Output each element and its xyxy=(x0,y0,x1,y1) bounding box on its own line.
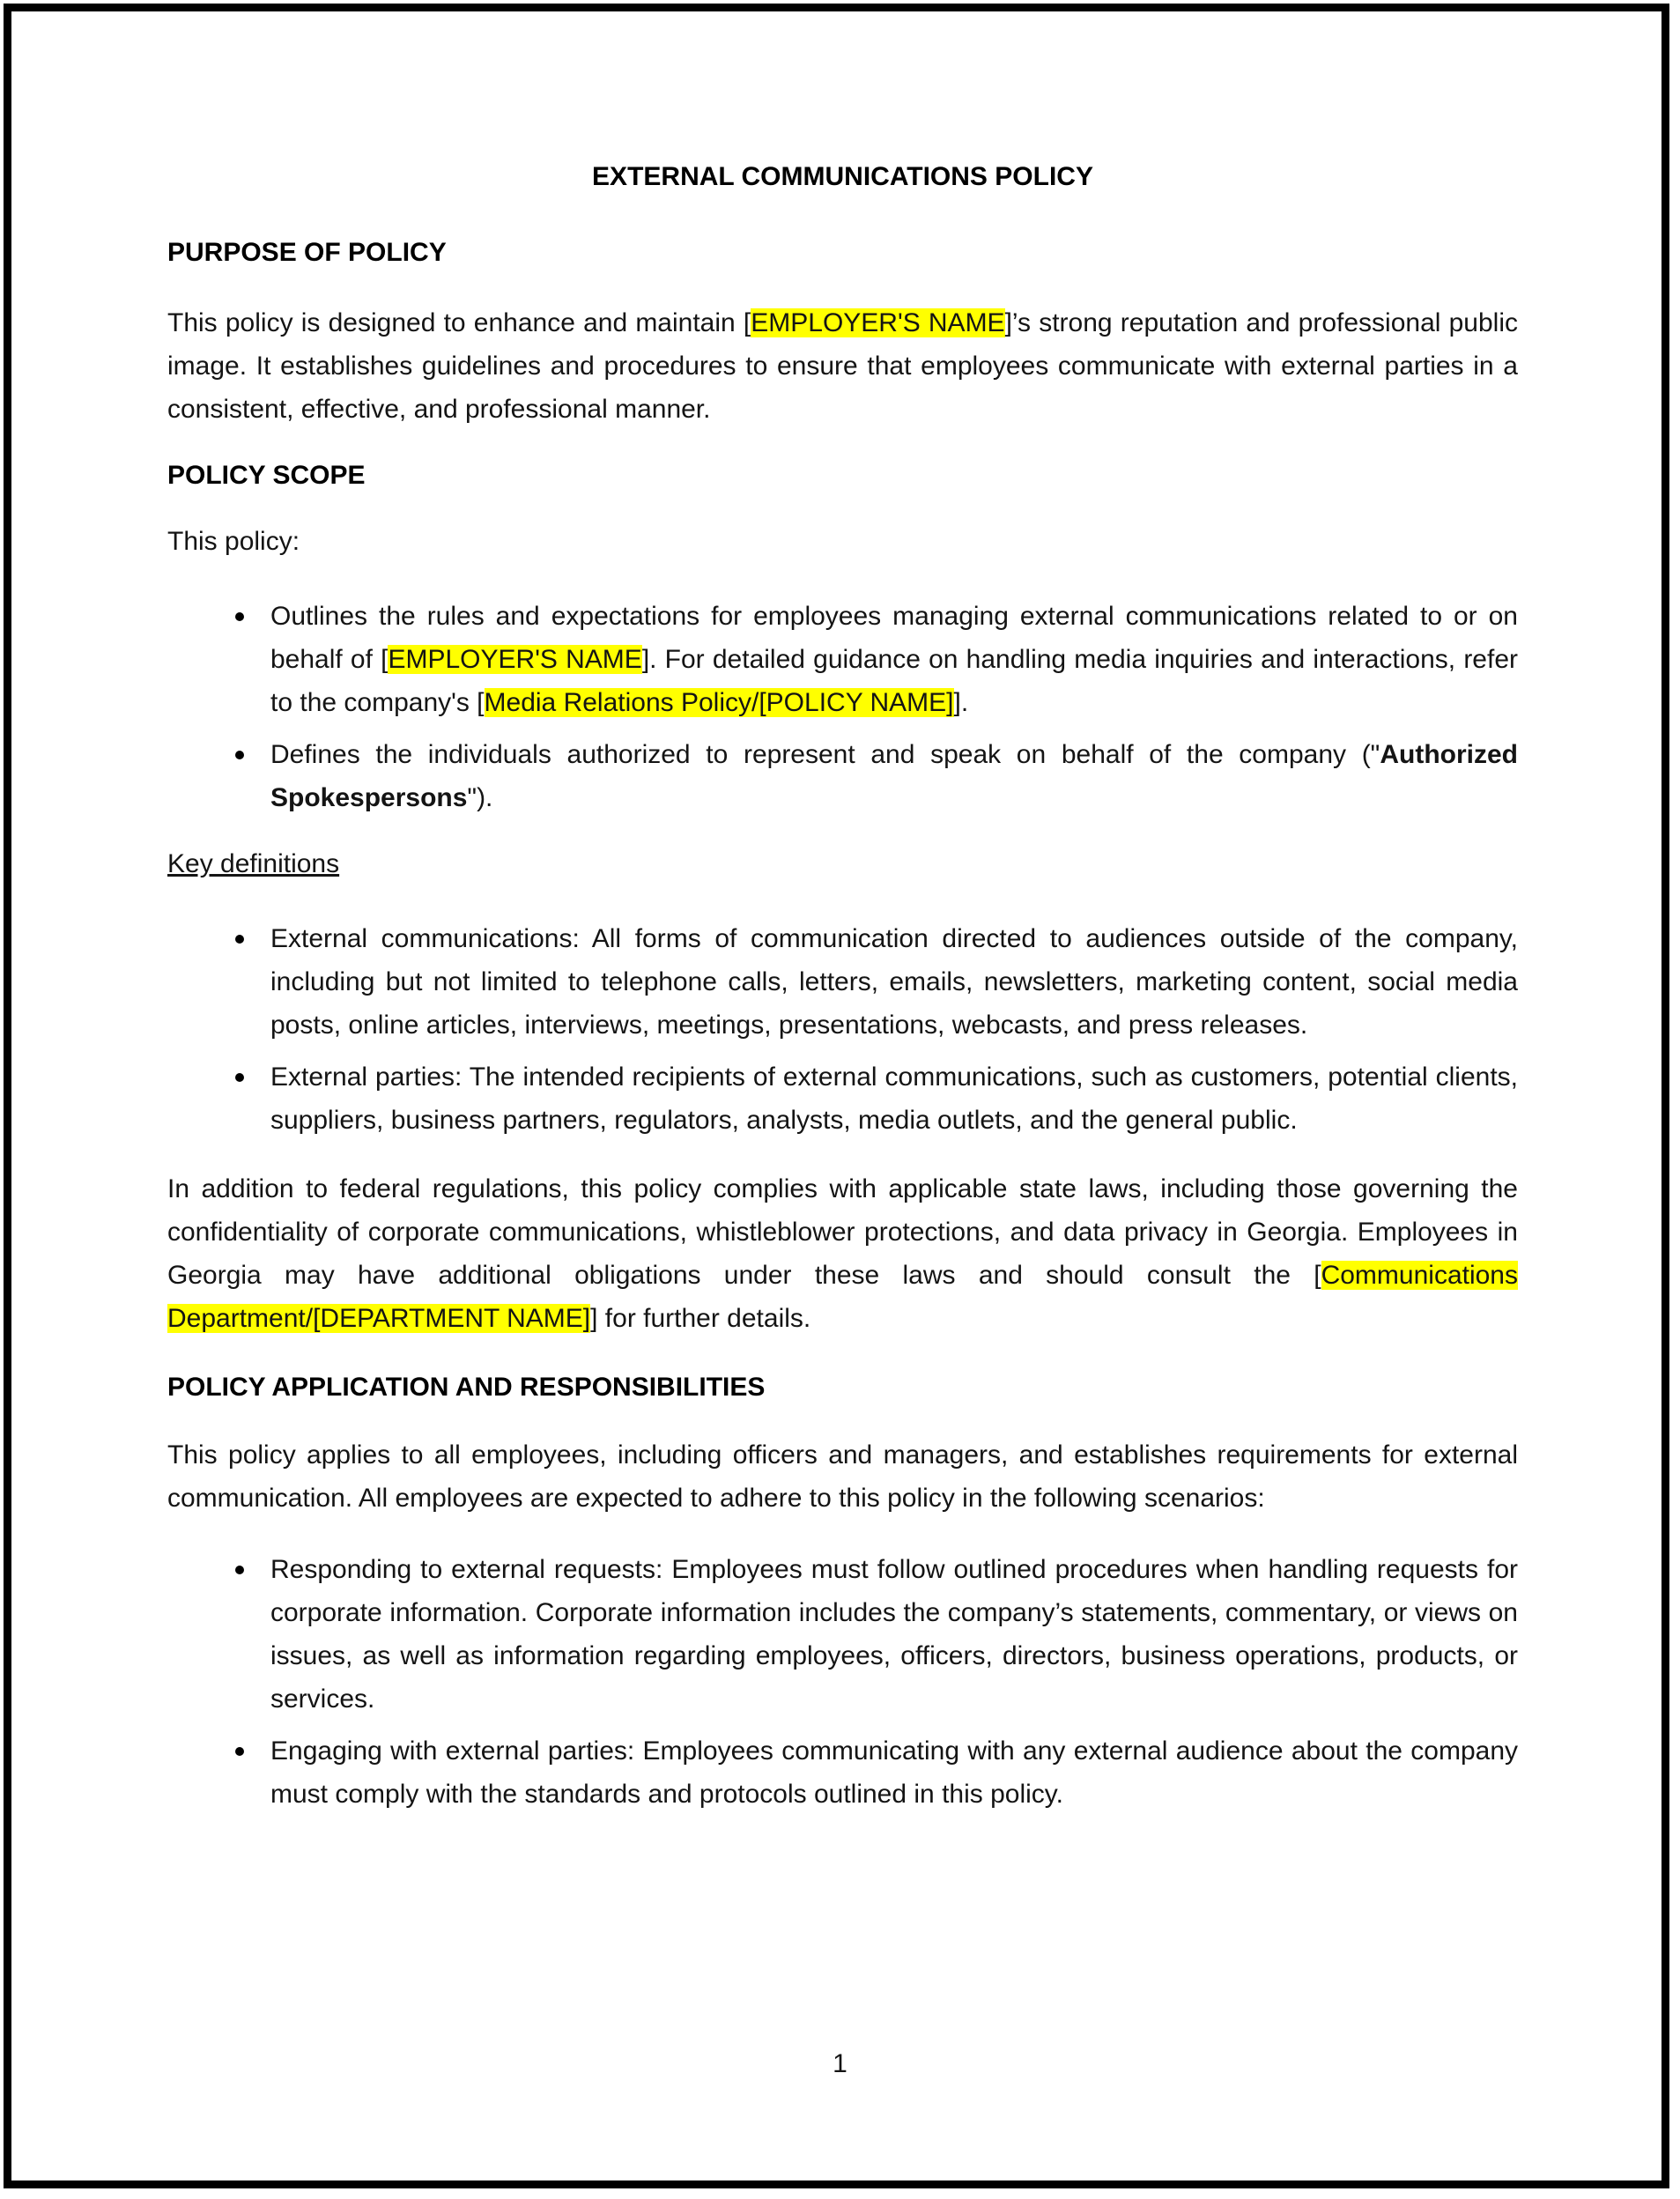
scope-bullet-list xyxy=(167,595,1518,819)
highlighted-placeholder: EMPLOYER'S NAME xyxy=(751,308,1005,337)
text-segment: Defines the individuals authorized to represent and speak on behalf of the company (" xyxy=(270,740,1380,769)
section-heading-application: POLICY APPLICATION AND RESPONSIBILITIES xyxy=(167,1373,766,1402)
text-segment: ]’s strong reputation and professional public image. It establishes guidelines and procedures to ensure that employees communicate with external parties in a consistent, effective, and professional manner. xyxy=(167,308,1518,424)
scope-bullet-item xyxy=(167,733,1518,819)
key-definition-item xyxy=(167,1055,1518,1142)
text-segment: Outlines the rules and expectations for employees managing external communications related to or on behalf of [ xyxy=(270,602,1518,674)
highlighted-placeholder: Communications Department/[DEPARTMENT NAME] xyxy=(167,1261,1518,1333)
highlighted-placeholder: EMPLOYER'S NAME xyxy=(388,645,642,674)
state-law-paragraph xyxy=(167,1167,1518,1340)
purpose-paragraph xyxy=(167,301,1518,431)
page-number: 1 xyxy=(833,2049,847,2078)
section-heading-scope: POLICY SCOPE xyxy=(167,461,366,490)
text-segment: ]. xyxy=(953,688,969,717)
section-heading-key-definitions: Key definitions xyxy=(167,849,340,878)
application-bullet-item xyxy=(167,1548,1518,1721)
key-definitions-bullet-list xyxy=(167,917,1518,1142)
text-segment: "). xyxy=(467,783,493,812)
text-segment: Authorized Spokespersons xyxy=(270,740,1518,812)
section-heading-purpose: PURPOSE OF POLICY xyxy=(167,238,447,267)
highlighted-placeholder: Media Relations Policy/[POLICY NAME] xyxy=(484,688,954,717)
key-definition-item xyxy=(167,917,1518,1047)
text-segment: Engaging with external parties: Employees communicating with any external audience about the company must comply with the standards and protocols outlined in this policy. xyxy=(270,1736,1518,1809)
text-segment: ] for further details. xyxy=(590,1304,811,1333)
application-bullet-item xyxy=(167,1729,1518,1816)
text-segment: In addition to federal regulations, this policy complies with applicable state laws, including those governing the confidentiality of corporate communications, whistleblower protections, and data privacy in Georgia. Employees in Georgia may have additional obligations under these laws and should consult the [ xyxy=(167,1174,1518,1290)
document-body xyxy=(167,0,1518,1816)
application-paragraph: This policy applies to all employees, including officers and managers, and establishes requirements for external communication. All employees are expected to adhere to this policy in the following scenarios: xyxy=(167,1440,1518,1513)
application-bullet-list xyxy=(167,1548,1518,1816)
text-segment: Responding to external requests: Employees must follow outlined procedures when handling requests for corporate information. Corporate information includes the company’s statements, commentary, or views on issues, as well as information regarding employees, officers, directors, business operations, products, or services. xyxy=(270,1555,1518,1714)
text-segment: ]. For detailed guidance on handling media inquiries and interactions, refer to the company's [ xyxy=(270,645,1518,717)
scope-intro-text: This policy: xyxy=(167,527,300,556)
text-segment: This policy is designed to enhance and maintain [ xyxy=(167,308,751,337)
scope-bullet-item xyxy=(167,595,1518,724)
text-segment: External communications: All forms of communication directed to audiences outside of the company, including but not limited to telephone calls, letters, emails, newsletters, marketing content, social media posts, online articles, interviews, meetings, presentations, webcasts, and press releases. xyxy=(270,924,1518,1040)
text-segment: External parties: The intended recipients of external communications, such as customers, potential clients, suppliers, business partners, regulators, analysts, media outlets, and the general public. xyxy=(270,1062,1518,1135)
document-title: EXTERNAL COMMUNICATIONS POLICY xyxy=(592,162,1093,191)
